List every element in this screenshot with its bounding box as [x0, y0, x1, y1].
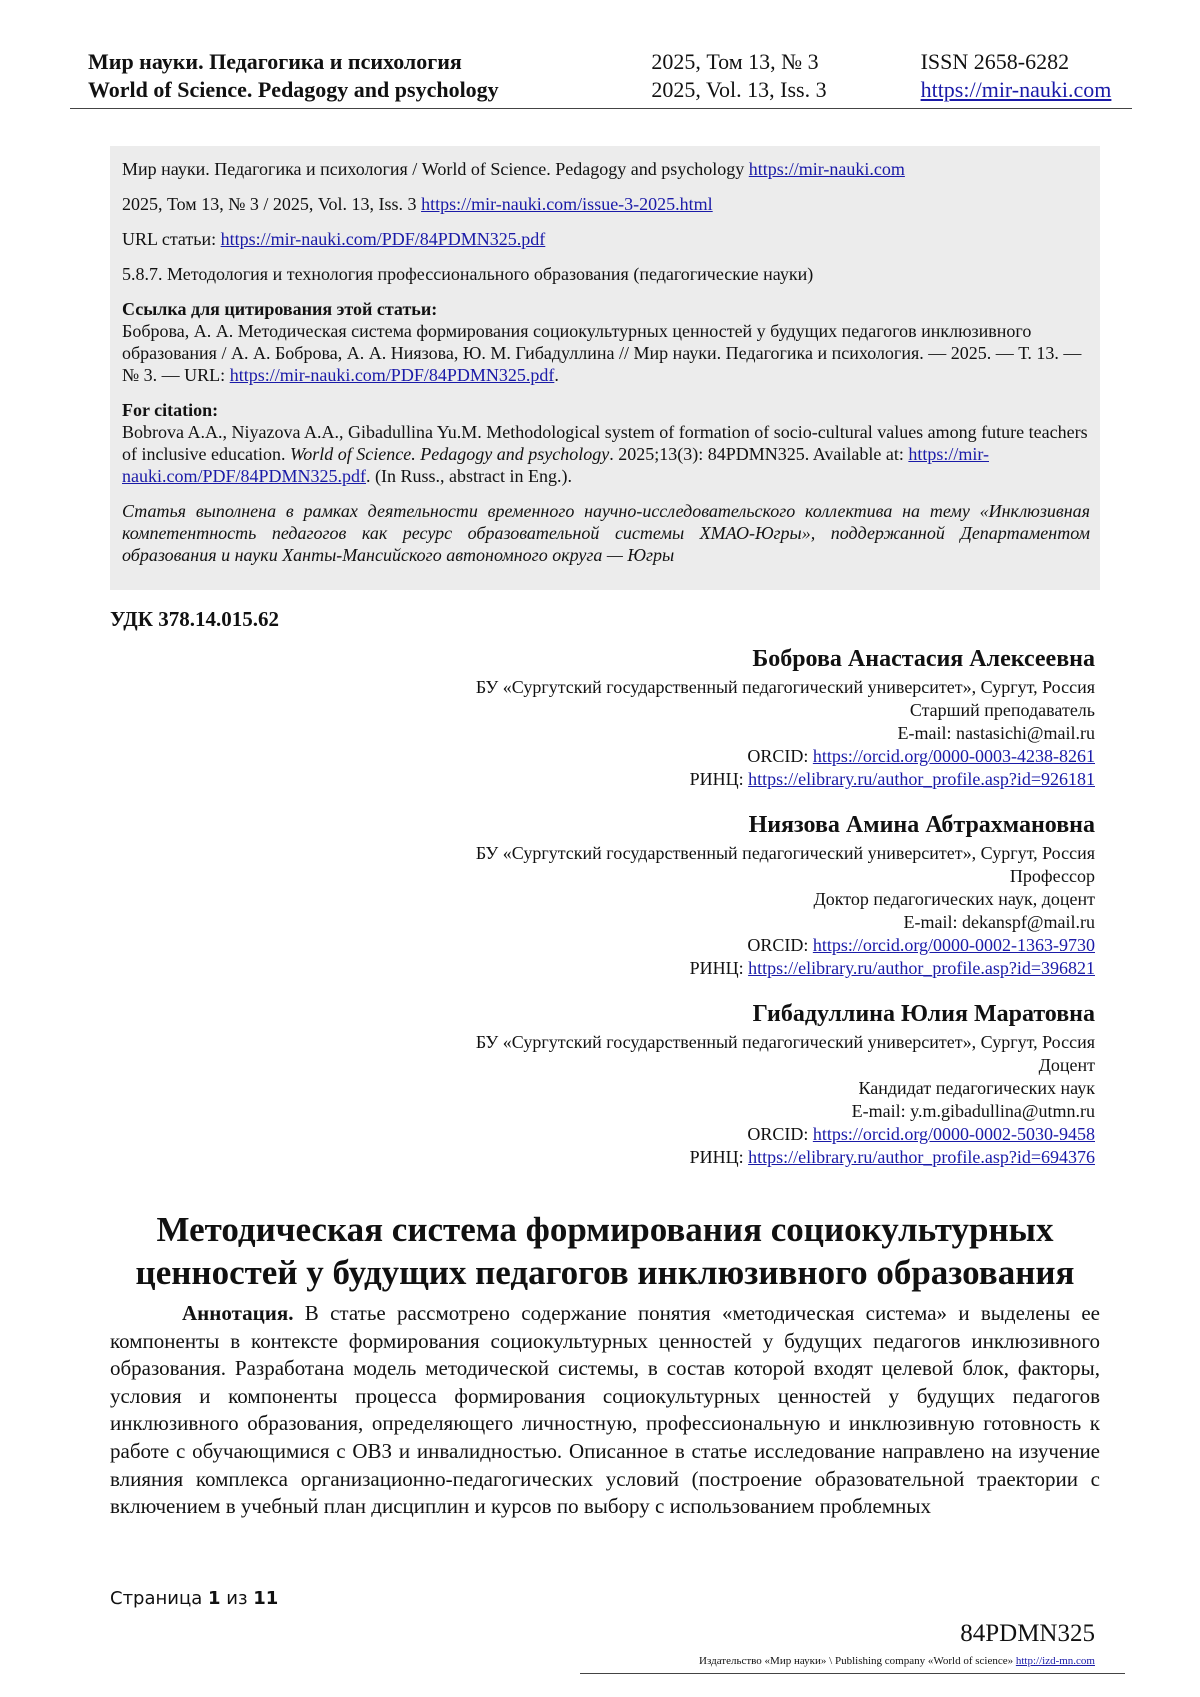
abstract — [110, 1300, 1100, 1521]
publisher-link[interactable]: http://izd-mn.com — [1015, 1655, 1095, 1667]
info-journal-link[interactable]: https://mir-nauki.com — [748, 159, 905, 179]
author-degree: Кандидат педагогических наук — [858, 1078, 1095, 1098]
info-url-line: URL статьи: https://mir-nauki.com/PDF/84PDMN325.pdf — [122, 229, 546, 249]
citation-ru-heading: Ссылка для цитирования этой статьи: — [122, 299, 438, 319]
issue-en: 2025, Vol. 13, Iss. 3 — [651, 77, 827, 102]
author-email: E-mail: dekanspf@mail.ru — [903, 912, 1095, 932]
journal-title-en: World of Science. Pedagogy and psychology — [88, 77, 499, 102]
author-name: Боброва Анастасия Алексеевна — [752, 646, 1095, 672]
author-rinc: РИНЦ: https://elibrary.ru/author_profile.asp?id=926181 — [689, 769, 1095, 789]
author-position: Профессор — [1009, 866, 1095, 886]
author-rinc: РИНЦ: https://elibrary.ru/author_profile.asp?id=396821 — [689, 958, 1095, 978]
citation-en: Bobrova A.A., Niyazova A.A., Gibadullina Yu.M. Methodological system of formation of socio-cultural values among future teachers of inclusive education. World of Science. Pedagogy and psychology. 2025;13(3): 84PDMN325. Available at: https://mir-nauki.com/PDF/84PDMN325.pdf. (In Russ., abstract in Eng.). — [122, 422, 1088, 486]
author-orcid: ORCID: https://orcid.org/0000-0003-4238-8261 — [747, 746, 1095, 766]
info-journal-line: Мир науки. Педагогика и психология / World of Science. Pedagogy and psychology https://mir-nauki.com — [122, 159, 905, 179]
author-affiliation: БУ «Сургутский государственный педагогический университет», Сургут, Россия — [475, 843, 1095, 863]
author-email: E-mail: nastasichi@mail.ru — [897, 723, 1095, 743]
funding-note: Статья выполнена в рамках деятельности временного научно-исследовательского коллектива на тему «Инклюзивная компетентность педагогов как ресурс образовательной системы ХМАО-Югры», поддержанной Департаментом образования и науки Ханты-Мансийского автономного округа — Югры — [122, 501, 1090, 565]
info-issue-line: 2025, Том 13, № 3 / 2025, Vol. 13, Iss. 3 https://mir-nauki.com/issue-3-2025.html — [122, 194, 713, 214]
orcid-link[interactable]: https://orcid.org/0000-0002-5030-9458 — [812, 1124, 1095, 1144]
author-position: Доцент — [1038, 1055, 1095, 1075]
citation-en-link[interactable]: https://mir-nauki.com/PDF/84PDMN325.pdf — [122, 444, 989, 486]
info-issue-link[interactable]: https://mir-nauki.com/issue-3-2025.html — [421, 194, 713, 214]
journal-header — [88, 48, 1120, 104]
author-orcid: ORCID: https://orcid.org/0000-0002-5030-9458 — [747, 1124, 1095, 1144]
abstract-label: Аннотация. — [182, 1301, 294, 1325]
issn: ISSN 2658-6282 — [920, 49, 1070, 74]
footer-divider — [580, 1673, 1125, 1674]
author-name: Ниязова Амина Абтрахмановна — [748, 812, 1095, 838]
udk-code: УДК 378.14.015.62 — [110, 607, 279, 631]
rinc-link[interactable]: https://elibrary.ru/author_profile.asp?id=694376 — [748, 1147, 1095, 1167]
author-degree: Доктор педагогических наук, доцент — [813, 889, 1095, 909]
journal-site-link[interactable]: https://mir-nauki.com — [920, 77, 1112, 102]
author-affiliation: БУ «Сургутский государственный педагогический университет», Сургут, Россия — [475, 677, 1095, 697]
header-divider — [70, 108, 1132, 109]
author-position: Старший преподаватель — [909, 700, 1095, 720]
author-name: Гибадуллина Юлия Маратовна — [752, 1001, 1095, 1027]
page-number: Страница 1 из 11 — [110, 1588, 279, 1609]
abstract-text: В статье рассмотрено содержание понятия «методическая система» и выделены ее компоненты в контексте формирования социокультурных ценностей у будущих педагогов инклюзивного образования. Разработана модель методической системы, в состав которой входят целевой блок, факторы, условия и компоненты процесса формирования социокультурных ценностей у будущих педагогов инклюзивного образования, определяющего личностную, профессиональную и инклюзивную готовность к работе с обучающимися с ОВЗ и инвалидностью. Описанное в статье исследование направлено на изучение влияния комплекса организационно-педагогических условий (построение образовательной траектории с включением в учебный план дисциплин и курсов по выбору с использованием проблемных — [110, 1301, 1101, 1519]
info-specialty: 5.8.7. Методология и технология профессионального образования (педагогические науки) — [122, 264, 814, 284]
author-card — [335, 644, 1095, 791]
authors-block — [335, 644, 1095, 1188]
citation-ru: Боброва, А. А. Методическая система формирования социокультурных ценностей у будущих педагогов инклюзивного образования / А. А. Боброва, А. А. Ниязова, Ю. М. Гибадуллина // Мир науки. Педагогика и психология. — 2025. — Т. 13. — № 3. — URL: https://mir-nauki.com/PDF/84PDMN325.pdf. — [122, 321, 1082, 385]
rinc-link[interactable]: https://elibrary.ru/author_profile.asp?id=926181 — [748, 769, 1095, 789]
author-card — [335, 810, 1095, 980]
citation-en-heading: For citation: — [122, 400, 219, 420]
article-code: 84PDMN325 — [960, 1620, 1095, 1647]
citation-ru-link[interactable]: https://mir-nauki.com/PDF/84PDMN325.pdf — [229, 365, 555, 385]
article-info-box — [110, 146, 1100, 590]
author-affiliation: БУ «Сургутский государственный педагогический университет», Сургут, Россия — [475, 1032, 1095, 1052]
journal-title-ru: Мир науки. Педагогика и психология — [88, 49, 462, 74]
author-email: E-mail: y.m.gibadullina@utmn.ru — [851, 1101, 1095, 1121]
publisher-line: Издательство «Мир науки» \ Publishing company «World of science» http://izd-mn.com — [699, 1655, 1095, 1667]
info-article-url-link[interactable]: https://mir-nauki.com/PDF/84PDMN325.pdf — [220, 229, 546, 249]
issue-ru: 2025, Том 13, № 3 — [651, 49, 819, 74]
author-rinc: РИНЦ: https://elibrary.ru/author_profile.asp?id=694376 — [689, 1147, 1095, 1167]
author-card — [335, 999, 1095, 1169]
author-orcid: ORCID: https://orcid.org/0000-0002-1363-9730 — [747, 935, 1095, 955]
rinc-link[interactable]: https://elibrary.ru/author_profile.asp?id=396821 — [748, 958, 1095, 978]
article-title: Методическая система формирования социокультурных ценностей у будущих педагогов инклюзивного образования — [135, 1210, 1075, 1292]
orcid-link[interactable]: https://orcid.org/0000-0002-1363-9730 — [812, 935, 1095, 955]
orcid-link[interactable]: https://orcid.org/0000-0003-4238-8261 — [812, 746, 1095, 766]
